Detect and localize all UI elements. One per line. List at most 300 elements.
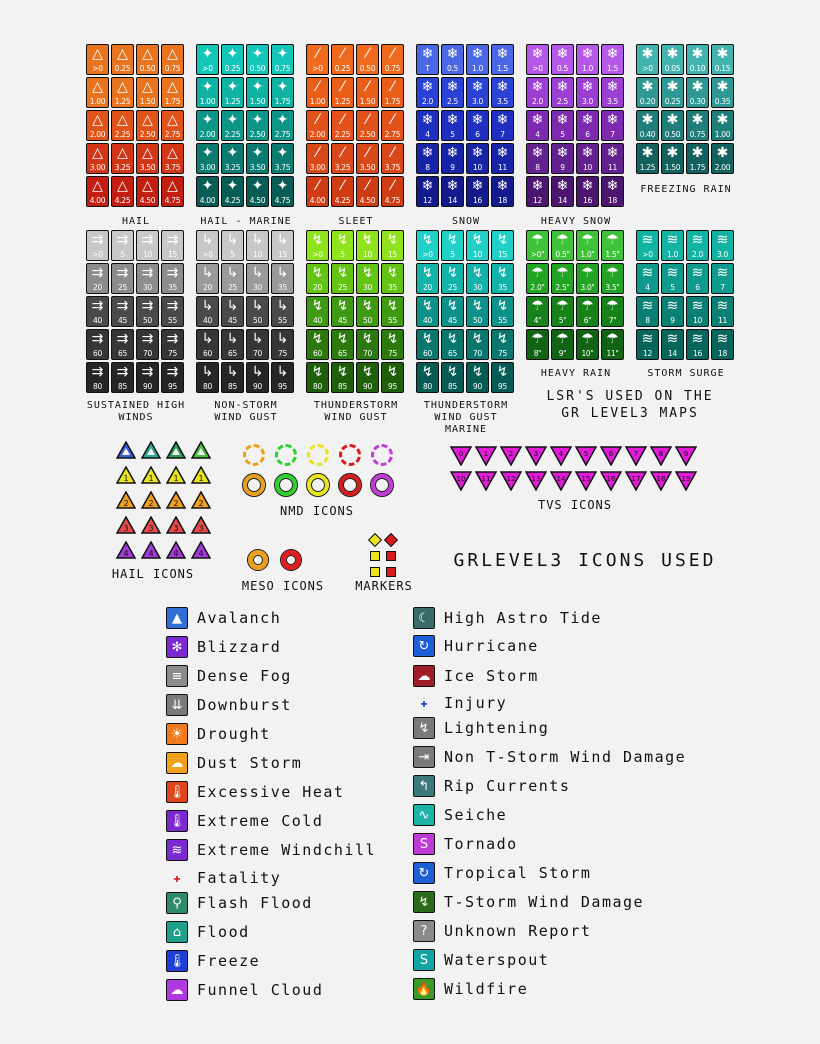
tvs-value: 1 [483, 450, 489, 458]
sleet-tile [306, 110, 329, 141]
sustained-wind-glyph-icon: ⇉ [91, 331, 104, 347]
freezing-rain-glyph-icon: ✱ [641, 145, 654, 161]
tvs-triangle-icon [650, 446, 672, 466]
tvs-value: 10 [456, 475, 466, 483]
hail-triangle-icon [191, 541, 211, 559]
heavy-snow-glyph-icon: ❄ [556, 112, 569, 128]
non-storm-gust-tile [246, 263, 269, 294]
non-storm-gust-tile-value: 95 [278, 382, 287, 391]
tstorm-gust-glyph-icon: ↯ [311, 364, 324, 380]
tstorm-gust-tile-value: 95 [388, 382, 397, 391]
freezing-rain-tile-value: 0.35 [714, 97, 731, 106]
freezing-rain-tile-value: 0.10 [689, 64, 706, 73]
tstorm-gust-tile-value: 65 [338, 349, 347, 358]
snow-glyph-icon: ❄ [421, 46, 434, 62]
nmd-ring-icon [371, 474, 393, 496]
hail-glyph-icon: △ [167, 178, 178, 194]
svg-text:3: 3 [173, 524, 179, 533]
sleet-tile [331, 44, 354, 75]
hail-marine-tile [221, 176, 244, 207]
storm-surge-tile-value: 7 [720, 283, 725, 292]
tstorm-gust-marine-tile-value: 15 [498, 250, 507, 259]
tvs-value: 16 [606, 475, 616, 483]
non-storm-gust-glyph-icon: ↳ [251, 232, 264, 248]
heavy-rain-glyph-icon: ☂ [556, 331, 569, 347]
sustained-wind-glyph-icon: ⇉ [141, 298, 154, 314]
downburst-icon: ⇊ [166, 694, 188, 716]
snow-tile-value: 1.0 [471, 64, 484, 73]
hail-tile [161, 77, 184, 108]
hail-triangle-icon [141, 516, 161, 534]
hail-glyph-icon: △ [167, 79, 178, 95]
storm-surge-tile [711, 263, 734, 294]
freezing-rain-tile [661, 110, 684, 141]
hail-marine-tile-value: 4.75 [274, 196, 291, 205]
tstorm-gust-marine-tile-value: 5 [450, 250, 455, 259]
nmd-ring-icon [275, 474, 297, 496]
hail-triangle-icon [116, 516, 136, 534]
snow-glyph-icon: ❄ [496, 112, 509, 128]
hail-glyph-icon: △ [142, 46, 153, 62]
tstorm-gust-tile [381, 362, 404, 393]
tstorm-gust-tile [356, 296, 379, 327]
heavy-rain-tile [601, 329, 624, 360]
non-storm-gust-tile-value: 25 [228, 283, 237, 292]
tstorm-gust-marine-tile [491, 296, 514, 327]
sustained-wind-tile [136, 296, 159, 327]
heavy-rain-tile [576, 296, 599, 327]
snow-caption: SNOW [451, 216, 481, 227]
non-storm-gust-tile [221, 296, 244, 327]
heavy-rain-tile-value: 8" [533, 349, 542, 358]
freezing-rain-tile-value: 1.75 [689, 163, 706, 172]
snow-tile [491, 110, 514, 141]
storm-surge-grid [636, 230, 734, 360]
snow-tile-value: 6 [475, 130, 480, 139]
legend-item [413, 891, 644, 913]
heavy-snow-tile-value: 18 [608, 196, 617, 205]
tvs-value: 2 [508, 450, 514, 458]
tstorm-gust-glyph-icon: ↯ [386, 331, 399, 347]
storm-surge-tile [686, 296, 709, 327]
hail-tile-value: 2.50 [139, 130, 156, 139]
heavy-rain-glyph-icon: ☂ [581, 265, 594, 281]
sleet-glyph-icon: ⁄ [341, 145, 344, 161]
sleet-tile-value: 2.00 [309, 130, 326, 139]
tstorm-gust-marine-tile [441, 263, 464, 294]
snow-tile [491, 77, 514, 108]
snow-tile-value: 3.5 [496, 97, 509, 106]
sleet-tile [331, 176, 354, 207]
legend-item [166, 839, 376, 861]
hail-marine-tile [271, 110, 294, 141]
tstorm-gust-tile-value: 5 [340, 250, 345, 259]
sustained-wind-tile [111, 362, 134, 393]
sleet-tile [356, 44, 379, 75]
hail-triangle-icon [116, 441, 136, 459]
hail-marine-tile [221, 77, 244, 108]
non-storm-gust-glyph-icon: ↳ [226, 331, 239, 347]
storm-surge-tile [711, 329, 734, 360]
freezing-rain-glyph-icon: ✱ [666, 46, 679, 62]
snow-tile-value: 14 [448, 196, 457, 205]
storm-surge-tile-value: 4 [645, 283, 650, 292]
tstorm-gust-tile-value: 90 [363, 382, 372, 391]
tstorm-gust-tile [306, 230, 329, 261]
hail-marine-tile-value: 2.00 [199, 130, 216, 139]
marker-square-icon [386, 567, 396, 577]
snow-tile [416, 77, 439, 108]
storm-surge-tile [661, 329, 684, 360]
sustained-wind-glyph-icon: ⇉ [166, 265, 179, 281]
tstorm-gust-marine-tile [441, 329, 464, 360]
non-storm-gust-tile-value: 75 [278, 349, 287, 358]
storm-surge-glyph-icon: ≋ [716, 265, 729, 281]
freezing-rain-glyph-icon: ✱ [641, 46, 654, 62]
sleet-glyph-icon: ⁄ [366, 145, 369, 161]
tstorm-gust-tile [356, 230, 379, 261]
tstorm-gust-glyph-icon: ↯ [336, 331, 349, 347]
sleet-caption: SLEET [338, 216, 374, 227]
hail-marine-tile [196, 143, 219, 174]
hail-tile [136, 44, 159, 75]
tvs-value: 0 [458, 450, 464, 458]
sleet-glyph-icon: ⁄ [316, 79, 319, 95]
heavy-rain-tile-value: 9" [558, 349, 567, 358]
heavy-snow-tile [601, 44, 624, 75]
svg-text:3: 3 [198, 524, 204, 533]
non-storm-gust-tile-value: 5 [230, 250, 235, 259]
tvs-triangle-icon [550, 471, 572, 491]
storm-surge-glyph-icon: ≋ [691, 232, 704, 248]
storm-surge-glyph-icon: ≋ [716, 298, 729, 314]
heavy-snow-tile [526, 110, 549, 141]
heavy-snow-glyph-icon: ❄ [606, 145, 619, 161]
nmd-ring-icon [307, 444, 329, 466]
tvs-value: 12 [506, 475, 516, 483]
non-storm-gust-tile [196, 263, 219, 294]
non-storm-gust-tile-value: 35 [278, 283, 287, 292]
hail-marine-glyph-icon: ✦ [226, 178, 239, 194]
tstorm-gust-tile [331, 230, 354, 261]
hail-tile [161, 176, 184, 207]
hail-tile-value: 3.75 [164, 163, 181, 172]
extreme-windchill-icon: ≋ [166, 839, 188, 861]
hail-tile [136, 77, 159, 108]
non-storm-gust-glyph-icon: ↳ [251, 331, 264, 347]
nmd-ring-icon [307, 474, 329, 496]
tstorm-gust-marine-tile-value: 55 [498, 316, 507, 325]
hail-marine-tile-value: 3.50 [249, 163, 266, 172]
sleet-tile-value: 4.75 [384, 196, 401, 205]
non-storm-gust-tile-value: 80 [203, 382, 212, 391]
freezing-rain-tile [686, 44, 709, 75]
tstorm-gust-tile [331, 296, 354, 327]
legend-label: Lightening [444, 719, 550, 737]
meso-icons-caption: MESO ICONS [241, 579, 325, 593]
tstorm-gust-tile [306, 329, 329, 360]
heavy-snow-glyph-icon: ❄ [606, 46, 619, 62]
freezing-rain-tile-value: 0.75 [689, 130, 706, 139]
sustained-wind-grid [86, 230, 184, 393]
sleet-tile [381, 44, 404, 75]
sleet-tile-value: 0.75 [384, 64, 401, 73]
snow-tile [416, 110, 439, 141]
tstorm-gust-marine-glyph-icon: ↯ [471, 265, 484, 281]
heavy-snow-grid [526, 44, 624, 207]
hail-marine-tile-value: 2.75 [274, 130, 291, 139]
non-storm-gust-glyph-icon: ↳ [276, 364, 289, 380]
hail-triangle-icon [141, 466, 161, 484]
hail-tile [111, 110, 134, 141]
legend-item [413, 665, 539, 687]
storm-surge-tile [661, 263, 684, 294]
sustained-wind-tile [86, 230, 109, 261]
freezing-rain-tile [661, 143, 684, 174]
tstorm-gust-marine-glyph-icon: ↯ [446, 364, 459, 380]
tstorm-gust-marine-tile [491, 263, 514, 294]
drought-icon: ☀ [166, 723, 188, 745]
freezing-rain-glyph-icon: ✱ [641, 79, 654, 95]
freezing-rain-tile-value: 2.00 [714, 163, 731, 172]
freeze-icon: 🌡 [166, 950, 188, 972]
non-storm-gust-glyph-icon: ↳ [276, 232, 289, 248]
hail-glyph-icon: △ [92, 112, 103, 128]
hail-marine-tile-value: 1.50 [249, 97, 266, 106]
legend-item [413, 920, 591, 942]
sustained-wind-glyph-icon: ⇉ [166, 364, 179, 380]
tvs-triangle-icon [625, 471, 647, 491]
sleet-tile [331, 77, 354, 108]
heavy-snow-tile-value: 6 [585, 130, 590, 139]
hail-tile-value: 3.25 [114, 163, 131, 172]
tstorm-gust-tile-value: 40 [313, 316, 322, 325]
snow-tile-value: 9 [450, 163, 455, 172]
marker-diamond-icon [384, 533, 398, 547]
dust-storm-icon: ☁ [166, 752, 188, 774]
storm-surge-glyph-icon: ≋ [691, 298, 704, 314]
hail-marine-glyph-icon: ✦ [276, 145, 289, 161]
hail-marine-glyph-icon: ✦ [201, 79, 214, 95]
hail-tile-value: 4.50 [139, 196, 156, 205]
marker-diamond-icon [368, 533, 382, 547]
sustained-wind-tile-value: 25 [118, 283, 127, 292]
sustained-wind-tile-value: 85 [118, 382, 127, 391]
hail-tile-value: 0.50 [139, 64, 156, 73]
freezing-rain-tile [686, 143, 709, 174]
freezing-rain-glyph-icon: ✱ [666, 112, 679, 128]
hail-tile [136, 110, 159, 141]
sleet-tile [306, 77, 329, 108]
freezing-rain-glyph-icon: ✱ [716, 145, 729, 161]
heavy-snow-glyph-icon: ❄ [581, 46, 594, 62]
tstorm-gust-marine-glyph-icon: ↯ [496, 298, 509, 314]
non-storm-gust-glyph-icon: ↳ [201, 232, 214, 248]
flash-flood-icon: ⚲ [166, 892, 188, 914]
svg-text:1: 1 [198, 474, 204, 483]
hail-marine-tile [221, 44, 244, 75]
marker-plus-icon [370, 567, 380, 577]
avalanch-icon: ▲ [166, 607, 188, 629]
tstorm-gust-tile [306, 362, 329, 393]
sustained-wind-tile-value: 65 [118, 349, 127, 358]
hail-tile [86, 143, 109, 174]
freezing-rain-tile [711, 77, 734, 108]
tstorm-gust-glyph-icon: ↯ [336, 298, 349, 314]
non-storm-gust-glyph-icon: ↳ [226, 232, 239, 248]
heavy-snow-tile-value: 14 [558, 196, 567, 205]
svg-text:2: 2 [123, 499, 129, 508]
heavy-snow-tile [551, 110, 574, 141]
sleet-tile [356, 77, 379, 108]
heavy-snow-glyph-icon: ❄ [606, 112, 619, 128]
non-storm-gust-tile [271, 329, 294, 360]
snow-glyph-icon: ❄ [496, 46, 509, 62]
storm-surge-tile-value: 3.0 [716, 250, 729, 259]
hail-marine-glyph-icon: ✦ [276, 79, 289, 95]
heavy-rain-glyph-icon: ☂ [606, 331, 619, 347]
snow-tile [416, 44, 439, 75]
sustained-wind-tile [136, 263, 159, 294]
sustained-wind-tile-value: 40 [93, 316, 102, 325]
storm-surge-tile [686, 329, 709, 360]
sleet-tile [356, 176, 379, 207]
hail-marine-glyph-icon: ✦ [251, 112, 264, 128]
heavy-rain-tile-value: 1.5" [605, 250, 620, 259]
sleet-glyph-icon: ⁄ [391, 178, 394, 194]
extreme-cold-icon: 🌡 [166, 810, 188, 832]
hail-triangle-icon [116, 541, 136, 559]
snow-glyph-icon: ❄ [496, 178, 509, 194]
heavy-rain-tile [551, 263, 574, 294]
heavy-snow-glyph-icon: ❄ [556, 178, 569, 194]
sleet-glyph-icon: ⁄ [341, 79, 344, 95]
tstorm-gust-marine-glyph-icon: ↯ [421, 364, 434, 380]
legend-label: Excessive Heat [197, 783, 345, 801]
heavy-rain-tile-value: 3.5" [605, 283, 620, 292]
non-storm-gust-tile-value: 30 [253, 283, 262, 292]
storm-surge-tile [711, 296, 734, 327]
page-title: GRLEVEL3 ICONS USED [453, 550, 717, 571]
snow-glyph-icon: ❄ [496, 145, 509, 161]
storm-surge-tile [636, 230, 659, 261]
storm-surge-tile-value: 16 [693, 349, 702, 358]
non-storm-gust-tile [196, 329, 219, 360]
freezing-rain-tile-value: >0 [642, 64, 653, 73]
sustained-wind-tile-value: 20 [93, 283, 102, 292]
storm-surge-tile [636, 329, 659, 360]
heavy-rain-glyph-icon: ☂ [606, 265, 619, 281]
sustained-wind-glyph-icon: ⇉ [91, 298, 104, 314]
hail-glyph-icon: △ [117, 79, 128, 95]
heavy-snow-glyph-icon: ❄ [606, 178, 619, 194]
hail-caption: HAIL [121, 216, 151, 227]
blizzard-icon: ✻ [166, 636, 188, 658]
heavy-snow-tile [576, 77, 599, 108]
tstorm-gust-tile-value: 85 [338, 382, 347, 391]
tvs-triangle-icon [500, 446, 522, 466]
storm-surge-tile-value: 14 [668, 349, 677, 358]
snow-tile-value: 18 [498, 196, 507, 205]
snow-glyph-icon: ❄ [471, 112, 484, 128]
tstorm-gust-marine-glyph-icon: ↯ [446, 298, 459, 314]
heavy-snow-tile-value: 5 [560, 130, 565, 139]
tstorm-gust-marine-tile-value: 95 [498, 382, 507, 391]
storm-surge-glyph-icon: ≋ [666, 331, 679, 347]
hail-tile [136, 176, 159, 207]
hail-marine-glyph-icon: ✦ [201, 145, 214, 161]
legend-label: Tropical Storm [444, 864, 592, 882]
storm-surge-tile [636, 296, 659, 327]
freezing-rain-glyph-icon: ✱ [691, 112, 704, 128]
snow-tile-value: 16 [473, 196, 482, 205]
storm-surge-tile-value: 18 [718, 349, 727, 358]
storm-surge-glyph-icon: ≋ [691, 265, 704, 281]
legend-item [166, 921, 250, 943]
snow-glyph-icon: ❄ [496, 79, 509, 95]
hail-marine-tile [246, 44, 269, 75]
tvs-triangle-icon [600, 446, 622, 466]
freezing-rain-tile [686, 77, 709, 108]
storm-surge-glyph-icon: ≋ [641, 232, 654, 248]
tvs-triangle-icon [575, 446, 597, 466]
heavy-rain-tile-value: 5" [558, 316, 567, 325]
snow-glyph-icon: ❄ [471, 145, 484, 161]
tstorm-gust-tile [331, 263, 354, 294]
sustained-wind-glyph-icon: ⇉ [116, 298, 129, 314]
heavy-rain-tile-value: 0.5" [555, 250, 570, 259]
sustained-wind-tile-value: 90 [143, 382, 152, 391]
tstorm-gust-marine-tile-value: 30 [473, 283, 482, 292]
sustained-wind-glyph-icon: ⇉ [116, 364, 129, 380]
hail-triangle-icon [141, 441, 161, 459]
heavy-snow-tile-value: 2.0 [531, 97, 544, 106]
hail-tile-value: 1.00 [89, 97, 106, 106]
legend-label: Drought [197, 725, 271, 743]
freezing-rain-tile [711, 143, 734, 174]
legend-label: Blizzard [197, 638, 282, 656]
tvs-triangle-icon [650, 471, 672, 491]
legend-item [413, 775, 570, 797]
legend-item [413, 949, 549, 971]
sleet-tile-value: 2.50 [359, 130, 376, 139]
sleet-tile [306, 44, 329, 75]
freezing-rain-glyph-icon: ✱ [691, 79, 704, 95]
freezing-rain-tile-value: 0.05 [664, 64, 681, 73]
heavy-snow-tile-value: 1.5 [606, 64, 619, 73]
t-storm-wind-damage-icon: ↯ [413, 891, 435, 913]
hurricane-icon: ↻ [413, 635, 435, 657]
snow-glyph-icon: ❄ [446, 79, 459, 95]
heavy-snow-tile [551, 77, 574, 108]
tstorm-gust-marine-grid [416, 230, 514, 393]
snow-tile [441, 110, 464, 141]
heavy-snow-tile-value: 12 [533, 196, 542, 205]
storm-surge-glyph-icon: ≋ [691, 331, 704, 347]
freezing-rain-grid [636, 44, 734, 174]
sustained-wind-tile [111, 296, 134, 327]
non-storm-gust-tile [246, 329, 269, 360]
freezing-rain-glyph-icon: ✱ [666, 79, 679, 95]
tstorm-gust-marine-tile-value: 35 [498, 283, 507, 292]
tstorm-gust-glyph-icon: ↯ [361, 265, 374, 281]
hail-marine-tile-value: 2.50 [249, 130, 266, 139]
heavy-rain-tile [526, 329, 549, 360]
sleet-tile [381, 110, 404, 141]
sustained-wind-caption: SUSTAINED HIGH WINDS [86, 400, 186, 423]
hail-tile [111, 77, 134, 108]
heavy-snow-glyph-icon: ❄ [581, 79, 594, 95]
